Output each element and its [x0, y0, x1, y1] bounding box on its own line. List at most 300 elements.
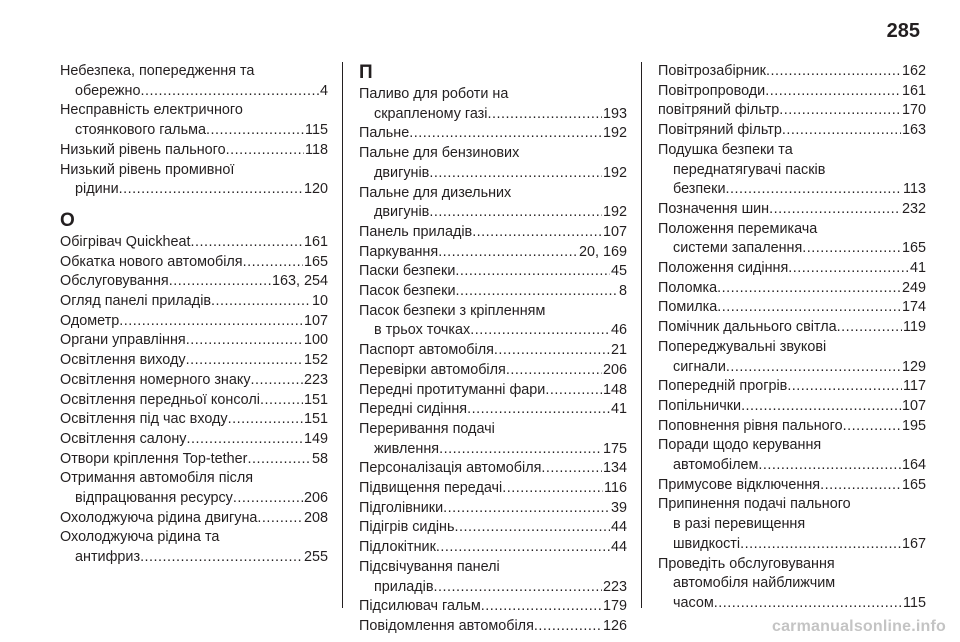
page-ref: 107 — [602, 223, 627, 240]
entry-line — [60, 509, 328, 529]
dot-leader — [186, 331, 303, 351]
entry-text: Попередній прогрів — [658, 378, 788, 395]
index-entry — [60, 272, 328, 292]
index-entry — [359, 302, 627, 341]
entry-text: Низький рівень пального — [60, 141, 226, 158]
entry-line — [658, 259, 926, 279]
entry-text: приладів — [374, 578, 434, 595]
entry-text: Помічник дальнього світла — [658, 319, 837, 336]
index-entry — [60, 141, 328, 161]
index-entry — [60, 292, 328, 312]
entry-text: Обігрівач Quickheat — [60, 233, 191, 250]
entry-line — [60, 351, 328, 371]
index-entry — [60, 528, 328, 567]
entry-line — [359, 420, 627, 440]
entry-text: Низький рівень промивної — [60, 161, 235, 178]
page-ref: 151 — [303, 391, 328, 408]
dot-leader — [837, 318, 902, 338]
entry-text: Огляд панелі приладів — [60, 293, 212, 310]
page-ref: 115 — [903, 594, 926, 611]
dot-leader — [788, 259, 909, 279]
entry-text: Несправність електричного — [60, 102, 243, 119]
index-entry — [60, 430, 328, 450]
page-ref: 167 — [901, 535, 926, 552]
entry-line — [359, 499, 627, 519]
entry-line — [658, 279, 926, 299]
index-entry — [658, 101, 926, 121]
entry-text: Положення сидіння — [658, 260, 789, 277]
watermark: carmanualsonline.info — [771, 618, 946, 635]
dot-leader — [429, 203, 602, 223]
index-entry — [658, 436, 926, 475]
index-entry — [658, 555, 926, 614]
page-ref: 149 — [303, 430, 328, 447]
page-ref: 223 — [602, 578, 627, 595]
entry-line — [60, 371, 328, 391]
entry-line — [658, 101, 926, 121]
page-ref: 255 — [303, 549, 328, 566]
entry-text: Положення перемикача — [658, 220, 818, 237]
page-ref: 46 — [610, 322, 627, 339]
entry-line — [60, 121, 328, 141]
entry-line — [60, 430, 328, 450]
index-entry — [60, 233, 328, 253]
index-entry — [658, 318, 926, 338]
dot-leader — [439, 440, 602, 460]
entry-line — [658, 141, 926, 161]
page-ref: 165 — [901, 240, 926, 257]
entry-text: Повітрозабірник — [658, 63, 766, 79]
dot-leader — [782, 121, 901, 141]
entry-text: Переривання подачі — [359, 420, 495, 437]
page-ref: 115 — [305, 122, 328, 139]
column-separator — [641, 62, 642, 608]
entry-line — [359, 361, 627, 381]
index-entry — [658, 279, 926, 299]
entry-line — [658, 535, 926, 555]
entry-text: Паркування — [359, 243, 439, 260]
entry-text: Охолоджуюча рідина двигуна — [60, 509, 258, 526]
entry-line — [359, 479, 627, 499]
entry-text: Обкатка нового автомобіля — [60, 253, 243, 270]
index-column-3 — [658, 62, 926, 614]
entry-line — [658, 298, 926, 318]
entry-line — [60, 180, 328, 200]
entry-text: сигнали — [673, 358, 726, 375]
entry-text: двигунів — [374, 204, 430, 221]
entry-line — [658, 358, 926, 378]
index-entry — [359, 282, 627, 302]
entry-text: Освітлення передньої консолі — [60, 391, 260, 408]
index-entry — [359, 85, 627, 124]
page-ref: 163, 254 — [271, 273, 328, 290]
index-entry — [60, 312, 328, 332]
entry-text: Пальне для дизельних — [359, 184, 512, 201]
entry-text: системи запалення — [673, 240, 803, 257]
entry-line — [658, 574, 926, 594]
index-entry — [359, 361, 627, 381]
dot-leader — [251, 371, 303, 391]
entry-text: скрапленому газі — [374, 105, 488, 122]
page-ref: 118 — [305, 141, 328, 158]
dot-leader — [534, 617, 602, 637]
page-ref: 192 — [602, 204, 627, 221]
entry-line — [359, 302, 627, 322]
dot-leader — [169, 272, 271, 292]
entry-text: Примусове відключення — [658, 476, 821, 493]
entry-line — [60, 410, 328, 430]
entry-line — [658, 495, 926, 515]
entry-line — [658, 555, 926, 575]
index-entry — [359, 381, 627, 401]
index-entry — [359, 400, 627, 420]
page-ref: 164 — [901, 457, 926, 474]
entry-line — [658, 377, 926, 397]
entry-text: Охолоджуюча рідина та — [60, 529, 220, 546]
entry-text: Поломка — [658, 279, 718, 296]
page-ref: 134 — [602, 460, 627, 477]
entry-line — [359, 164, 627, 184]
entry-line — [658, 476, 926, 496]
entry-text: рідини — [75, 181, 119, 198]
entry-line — [359, 243, 627, 263]
entry-line — [60, 161, 328, 181]
entry-line — [60, 391, 328, 411]
dot-leader — [843, 417, 901, 437]
page-ref: 107 — [303, 312, 328, 329]
entry-text: Подушка безпеки та — [658, 141, 793, 158]
page-ref: 152 — [303, 352, 328, 369]
page-ref: 161 — [901, 82, 926, 99]
index-entry — [359, 223, 627, 243]
index-entry — [658, 259, 926, 279]
entry-line — [658, 338, 926, 358]
index-entry — [359, 597, 627, 617]
page-number: 285 — [886, 20, 920, 42]
entry-line — [60, 312, 328, 332]
page-ref: 175 — [602, 440, 627, 457]
page-ref: 206 — [303, 490, 328, 507]
page-ref: 249 — [901, 279, 926, 296]
entry-text: Поради щодо керування — [658, 437, 822, 454]
entry-line — [359, 184, 627, 204]
page-ref: 21 — [610, 342, 627, 359]
page-ref: 58 — [311, 450, 328, 467]
index-entry — [60, 469, 328, 508]
page-ref: 165 — [303, 253, 328, 270]
entry-line — [359, 262, 627, 282]
index-entry — [658, 82, 926, 102]
entry-line — [658, 436, 926, 456]
entry-text: автомобілем — [673, 457, 759, 474]
index-entry — [60, 331, 328, 351]
dot-leader — [456, 282, 618, 302]
entry-text: Підголівники — [359, 499, 444, 516]
entry-line — [60, 292, 328, 312]
dot-leader — [545, 381, 602, 401]
dot-leader — [541, 459, 602, 479]
page-ref: 119 — [903, 319, 926, 336]
dot-leader — [820, 476, 901, 496]
entry-line — [60, 548, 328, 568]
entry-text: Отримання автомобіля після — [60, 470, 254, 487]
entry-line — [359, 321, 627, 341]
dot-leader — [455, 518, 610, 538]
entry-line — [60, 469, 328, 489]
page-ref: 192 — [602, 164, 627, 181]
index-entry — [359, 558, 627, 597]
index-entry — [359, 341, 627, 361]
index-entry — [658, 298, 926, 318]
page-ref: 148 — [602, 381, 627, 398]
dot-leader — [233, 489, 303, 509]
entry-text: Одометр — [60, 312, 120, 329]
page-ref: 120 — [303, 181, 328, 198]
entry-text: Повітропроводи — [658, 82, 766, 99]
dot-leader — [141, 82, 319, 102]
entry-line — [359, 617, 627, 637]
entry-line — [658, 180, 926, 200]
entry-line — [359, 124, 627, 144]
entry-text: Пальне для бензинових — [359, 145, 520, 162]
dot-leader — [758, 456, 901, 476]
dot-leader — [467, 400, 610, 420]
dot-leader — [443, 499, 610, 519]
entry-text: Передні протитуманні фари — [359, 381, 546, 398]
dot-leader — [257, 509, 303, 529]
dot-leader — [741, 397, 901, 417]
page-ref: 113 — [903, 181, 926, 198]
entry-text: Передні сидіння — [359, 401, 468, 418]
index-entry — [359, 144, 627, 183]
entry-line — [658, 239, 926, 259]
entry-text: Небезпека, попередження та — [60, 63, 255, 79]
page-ref: 116 — [604, 480, 627, 497]
dot-leader — [247, 450, 311, 470]
dot-leader — [455, 262, 610, 282]
entry-text: Повітряний фільтр — [658, 122, 782, 139]
entry-line — [359, 85, 627, 105]
entry-line — [60, 450, 328, 470]
dot-leader — [714, 594, 902, 614]
dot-leader — [487, 105, 602, 125]
dot-leader — [494, 341, 610, 361]
entry-line — [60, 82, 328, 102]
index-entry — [60, 62, 328, 101]
entry-line — [60, 233, 328, 253]
entry-text: в разі перевищення — [673, 516, 806, 533]
entry-text: Пасок безпеки — [359, 283, 456, 300]
entry-text: Поповнення рівня пального — [658, 417, 843, 434]
page-ref: 208 — [303, 509, 328, 526]
index-entry — [658, 377, 926, 397]
entry-text: Пасок безпеки з кріпленням — [359, 302, 546, 319]
index-entry — [60, 410, 328, 430]
entry-line — [359, 144, 627, 164]
entry-line — [359, 597, 627, 617]
page-ref: 107 — [901, 397, 926, 414]
index-entry — [60, 391, 328, 411]
dot-leader — [438, 243, 578, 263]
entry-text: Перевірки автомобіля — [359, 361, 506, 378]
entry-line — [359, 518, 627, 538]
page-ref: 174 — [901, 299, 926, 316]
entry-text: Підсвічування панелі — [359, 558, 500, 575]
entry-text: Попереджувальні звукові — [658, 338, 827, 355]
entry-line — [60, 528, 328, 548]
dot-leader — [206, 121, 304, 141]
page-ref: 20, 169 — [578, 243, 627, 260]
entry-line — [658, 82, 926, 102]
page-ref: 151 — [303, 411, 328, 428]
page-ref: 179 — [602, 598, 627, 615]
dot-leader — [140, 548, 303, 568]
entry-text: живлення — [374, 440, 440, 457]
dot-leader — [740, 535, 901, 555]
entry-text: Обслуговування — [60, 273, 169, 290]
entry-text: повітряний фільтр — [658, 102, 780, 119]
index-entry — [658, 220, 926, 259]
entry-line — [60, 272, 328, 292]
entry-line — [359, 381, 627, 401]
index-entry — [359, 243, 627, 263]
index-column-2 — [359, 62, 627, 637]
page-ref: 41 — [909, 260, 926, 277]
index-entry — [60, 509, 328, 529]
page-ref: 195 — [901, 417, 926, 434]
entry-text: Проведіть обслуговування — [658, 555, 835, 572]
index-entry — [60, 351, 328, 371]
page-ref: 44 — [610, 539, 627, 556]
dot-leader — [717, 298, 901, 318]
page-ref: 223 — [303, 371, 328, 388]
index-entry — [359, 538, 627, 558]
entry-line — [658, 220, 926, 240]
entry-line — [359, 105, 627, 125]
entry-text: Отвори кріплення Top-tether — [60, 450, 248, 467]
entry-line — [658, 417, 926, 437]
entry-text: Освітлення номерного знаку — [60, 371, 251, 388]
dot-leader — [726, 180, 903, 200]
entry-text: антифриз — [75, 549, 141, 566]
column-separator — [342, 62, 343, 608]
index-entry — [658, 417, 926, 437]
entry-text: Освітлення виходу — [60, 352, 186, 369]
dot-leader — [433, 578, 602, 598]
dot-leader — [470, 321, 610, 341]
dot-leader — [211, 292, 311, 312]
entry-text: Підвищення передачі — [359, 480, 503, 497]
entry-line — [658, 456, 926, 476]
dot-leader — [506, 361, 602, 381]
entry-text: Паски безпеки — [359, 263, 456, 280]
dot-leader — [502, 479, 603, 499]
dot-leader — [187, 430, 303, 450]
entry-line — [60, 62, 328, 82]
entry-text: Панель приладів — [359, 223, 473, 240]
entry-text: Підсилювач гальм — [359, 598, 481, 615]
entry-line — [60, 141, 328, 161]
entry-line — [359, 223, 627, 243]
index-entry — [658, 397, 926, 417]
page-ref: 170 — [901, 102, 926, 119]
dot-leader — [260, 391, 303, 411]
index-entry — [658, 338, 926, 377]
index-entry — [60, 161, 328, 200]
entry-line — [658, 318, 926, 338]
index-entry — [60, 101, 328, 140]
dot-leader — [779, 101, 901, 121]
index-entry — [658, 121, 926, 141]
page-ref: 165 — [901, 476, 926, 493]
dot-leader — [119, 312, 303, 332]
entry-line — [359, 341, 627, 361]
entry-line — [359, 203, 627, 223]
index-entry — [658, 495, 926, 554]
page-ref: 232 — [901, 200, 926, 217]
page-ref: 163 — [901, 122, 926, 139]
page-ref: 4 — [319, 82, 328, 99]
entry-text: Підлокітник — [359, 539, 436, 556]
section-letter: П — [359, 62, 373, 83]
entry-text: двигунів — [374, 164, 430, 181]
entry-text: Попільнички — [658, 397, 742, 414]
index-entry — [359, 617, 627, 637]
entry-text: Повідомлення автомобіля — [359, 617, 534, 634]
entry-line — [359, 538, 627, 558]
dot-leader — [409, 124, 602, 144]
page-ref: 161 — [303, 233, 328, 250]
index-entry — [658, 62, 926, 82]
page-ref: 10 — [311, 293, 328, 310]
dot-leader — [186, 351, 303, 371]
index-entry — [359, 420, 627, 459]
entry-text: Пальне — [359, 125, 410, 142]
index-entry — [359, 459, 627, 479]
entry-line — [359, 282, 627, 302]
entry-line — [359, 459, 627, 479]
entry-text: часом — [673, 594, 714, 611]
entry-text: переднатягувачі пасків — [673, 161, 826, 178]
index-column-1 — [60, 62, 328, 568]
page-ref: 193 — [602, 105, 627, 122]
page-ref: 206 — [602, 361, 627, 378]
dot-leader — [766, 62, 901, 82]
index-entry — [60, 253, 328, 273]
entry-line — [658, 121, 926, 141]
page-ref: 117 — [903, 378, 926, 395]
index-entry — [359, 499, 627, 519]
entry-line — [658, 397, 926, 417]
entry-text: Підігрів сидінь — [359, 519, 455, 536]
dot-leader — [472, 223, 602, 243]
page-ref: 129 — [901, 358, 926, 375]
entry-line — [658, 594, 926, 614]
page-ref: 39 — [610, 499, 627, 516]
entry-text: відпрацювання ресурсу — [75, 490, 233, 507]
page-ref: 100 — [303, 332, 328, 349]
entry-text: Персоналізація автомобіля — [359, 460, 542, 477]
entry-line — [658, 161, 926, 181]
entry-text: Припинення подачі пального — [658, 496, 851, 513]
entry-text: швидкості — [673, 535, 741, 552]
dot-leader — [429, 164, 602, 184]
dot-leader — [787, 377, 902, 397]
entry-line — [359, 400, 627, 420]
entry-text: автомобіля найближчим — [673, 575, 836, 592]
entry-line — [60, 489, 328, 509]
dot-leader — [717, 279, 901, 299]
